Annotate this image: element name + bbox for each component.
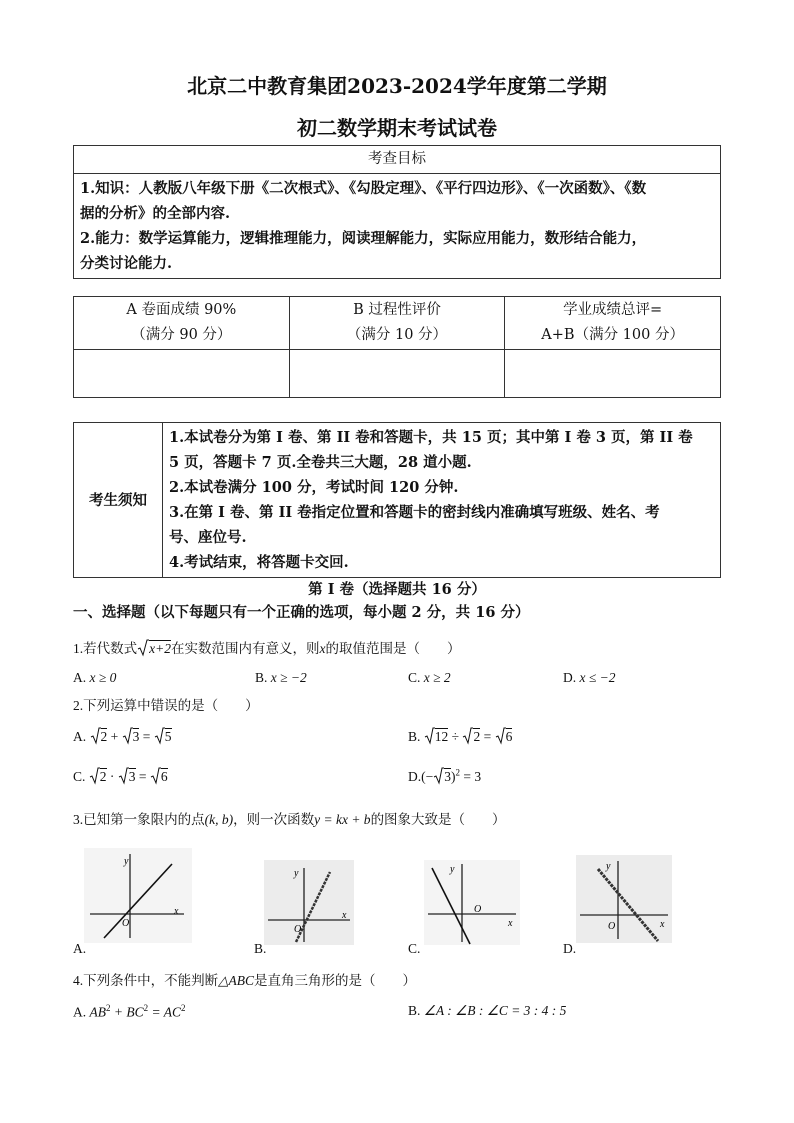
q2-option-c[interactable]: C. 2 · 3 = 6 xyxy=(73,769,168,784)
q3-graph-a[interactable] xyxy=(84,848,192,943)
sqrt-sign-icon xyxy=(90,727,101,745)
x-axis-label: x xyxy=(508,918,513,929)
section1-title: 第 I 卷（选择题共 16 分） xyxy=(308,581,486,598)
q1-stem: 1.若代数式 x+2在实数范围内有意义，则x的取值范围是（ ） xyxy=(73,641,461,656)
q3-graph-b[interactable] xyxy=(264,860,354,945)
y-axis-label: y xyxy=(606,861,611,872)
sqrt-sign-icon xyxy=(118,767,129,785)
sqrt-sign-icon xyxy=(122,727,133,745)
x-axis-label: x xyxy=(342,910,347,921)
score-col-total: 学业成绩总评= A+B（满分 100 分） xyxy=(505,297,721,350)
notice-label: 考生须知 xyxy=(74,423,163,578)
score-cell-a xyxy=(74,350,290,398)
notice-line: 5 页，答题卡 7 页.全卷共三大题，28 道小题. xyxy=(169,454,472,471)
goals-heading: 考查目标 xyxy=(74,146,721,174)
q1-option-c[interactable]: C. x ≥ 2 xyxy=(408,670,451,685)
notice-line: 4.考试结束，将答题卡交回. xyxy=(169,554,349,571)
y-axis-label: y xyxy=(450,864,455,875)
goal-ability-line2: 分类讨论能力. xyxy=(80,255,173,272)
sqrt-sign-icon xyxy=(424,727,435,745)
origin-label: O xyxy=(294,924,302,935)
q3-graph-c[interactable] xyxy=(424,860,520,945)
q4-option-b[interactable]: B. ∠A : ∠B : ∠C = 3 : 4 : 5 xyxy=(408,1003,567,1018)
score-table xyxy=(73,296,721,398)
sqrt-sign-icon xyxy=(433,767,444,785)
goals-table xyxy=(73,145,721,279)
section1-heading: 一、选择题（以下每题只有一个正确的选项，每小题 2 分，共 16 分） xyxy=(73,604,530,621)
q1-option-b[interactable]: B. x ≥ −2 xyxy=(255,670,307,685)
q3-option-d-label[interactable]: D. xyxy=(563,941,577,956)
x-axis-label: x xyxy=(660,919,665,930)
q3-graph-d[interactable] xyxy=(576,855,672,943)
y-axis-label: y xyxy=(124,856,129,867)
origin-label: O xyxy=(122,918,130,929)
q3-option-b-label[interactable]: B. xyxy=(254,941,267,956)
notice-line: 3.在第 I 卷、第 II 卷指定位置和答题卡的密封线内准确填写班级、姓名、考 xyxy=(169,504,660,521)
q2-stem: 2.下列运算中错误的是（ ） xyxy=(73,698,259,713)
sqrt-sign-icon xyxy=(89,767,100,785)
score-col-b: B 过程性评价 （满分 10 分） xyxy=(289,297,505,350)
q3-option-c-label[interactable]: C. xyxy=(408,941,421,956)
notice-table xyxy=(73,422,721,578)
q2-option-b[interactable]: B. 12 ÷ 2 = 6 xyxy=(408,729,513,744)
score-cell-b xyxy=(289,350,505,398)
q2-option-a[interactable]: A. 2 + 3 = 5 xyxy=(73,729,172,744)
goal-knowledge-line1: 1.知识：人教版八年级下册《二次根式》、《勾股定理》、《平行四边形》、《一次函数》、《数 xyxy=(80,180,647,197)
sqrt-sign-icon xyxy=(462,727,473,745)
q1-option-d[interactable]: D. x ≤ −2 xyxy=(563,670,616,685)
sqrt-sign-icon xyxy=(154,727,165,745)
goal-knowledge-line2: 据的分析》的全部内容. xyxy=(80,205,231,222)
sqrt-sign-icon xyxy=(137,639,149,657)
notice-body xyxy=(163,423,721,578)
notice-line: 2.本试卷满分 100 分，考试时间 120 分钟. xyxy=(169,479,459,496)
score-col-a: A 卷面成绩 90% （满分 90 分） xyxy=(74,297,290,350)
sqrt-sign-icon xyxy=(150,767,161,785)
q4-stem: 4.下列条件中，不能判断△ABC是直角三角形的是（ ） xyxy=(73,973,417,988)
goals-body xyxy=(74,174,721,279)
exam-title-line1: 北京二中教育集团2023-2024学年度第二学期 xyxy=(187,74,607,98)
y-axis-label: y xyxy=(294,868,299,879)
x-axis-label: x xyxy=(174,906,179,917)
origin-label: O xyxy=(474,904,482,915)
goal-ability-line1: 2.能力：数学运算能力，逻辑推理能力，阅读理解能力，实际应用能力，数形结合能力， xyxy=(80,230,647,247)
q3-option-a-label[interactable]: A. xyxy=(73,941,87,956)
sqrt-sign-icon xyxy=(495,727,506,745)
q4-option-a[interactable]: A. $AB^2 + BC^2 = AC^2$ xyxy=(73,1003,186,1020)
q1-option-a[interactable]: A. x ≥ 0 xyxy=(73,670,117,685)
q3-stem: 3.已知第一象限内的点(k, b)，则一次函数y = kx + b的图象大致是（ ） xyxy=(73,812,506,827)
q2-option-d[interactable]: $D.(- 3)^2 = 3$ xyxy=(408,767,482,784)
notice-line: 号、座位号. xyxy=(169,529,247,546)
exam-title-line2: 初二数学期末考试试卷 xyxy=(297,116,497,140)
score-cell-total xyxy=(505,350,721,398)
origin-label: O xyxy=(608,921,616,932)
notice-line: 1.本试卷分为第 I 卷、第 II 卷和答题卡，共 15 页；其中第 I 卷 3 页，第 II 卷 xyxy=(169,429,693,446)
